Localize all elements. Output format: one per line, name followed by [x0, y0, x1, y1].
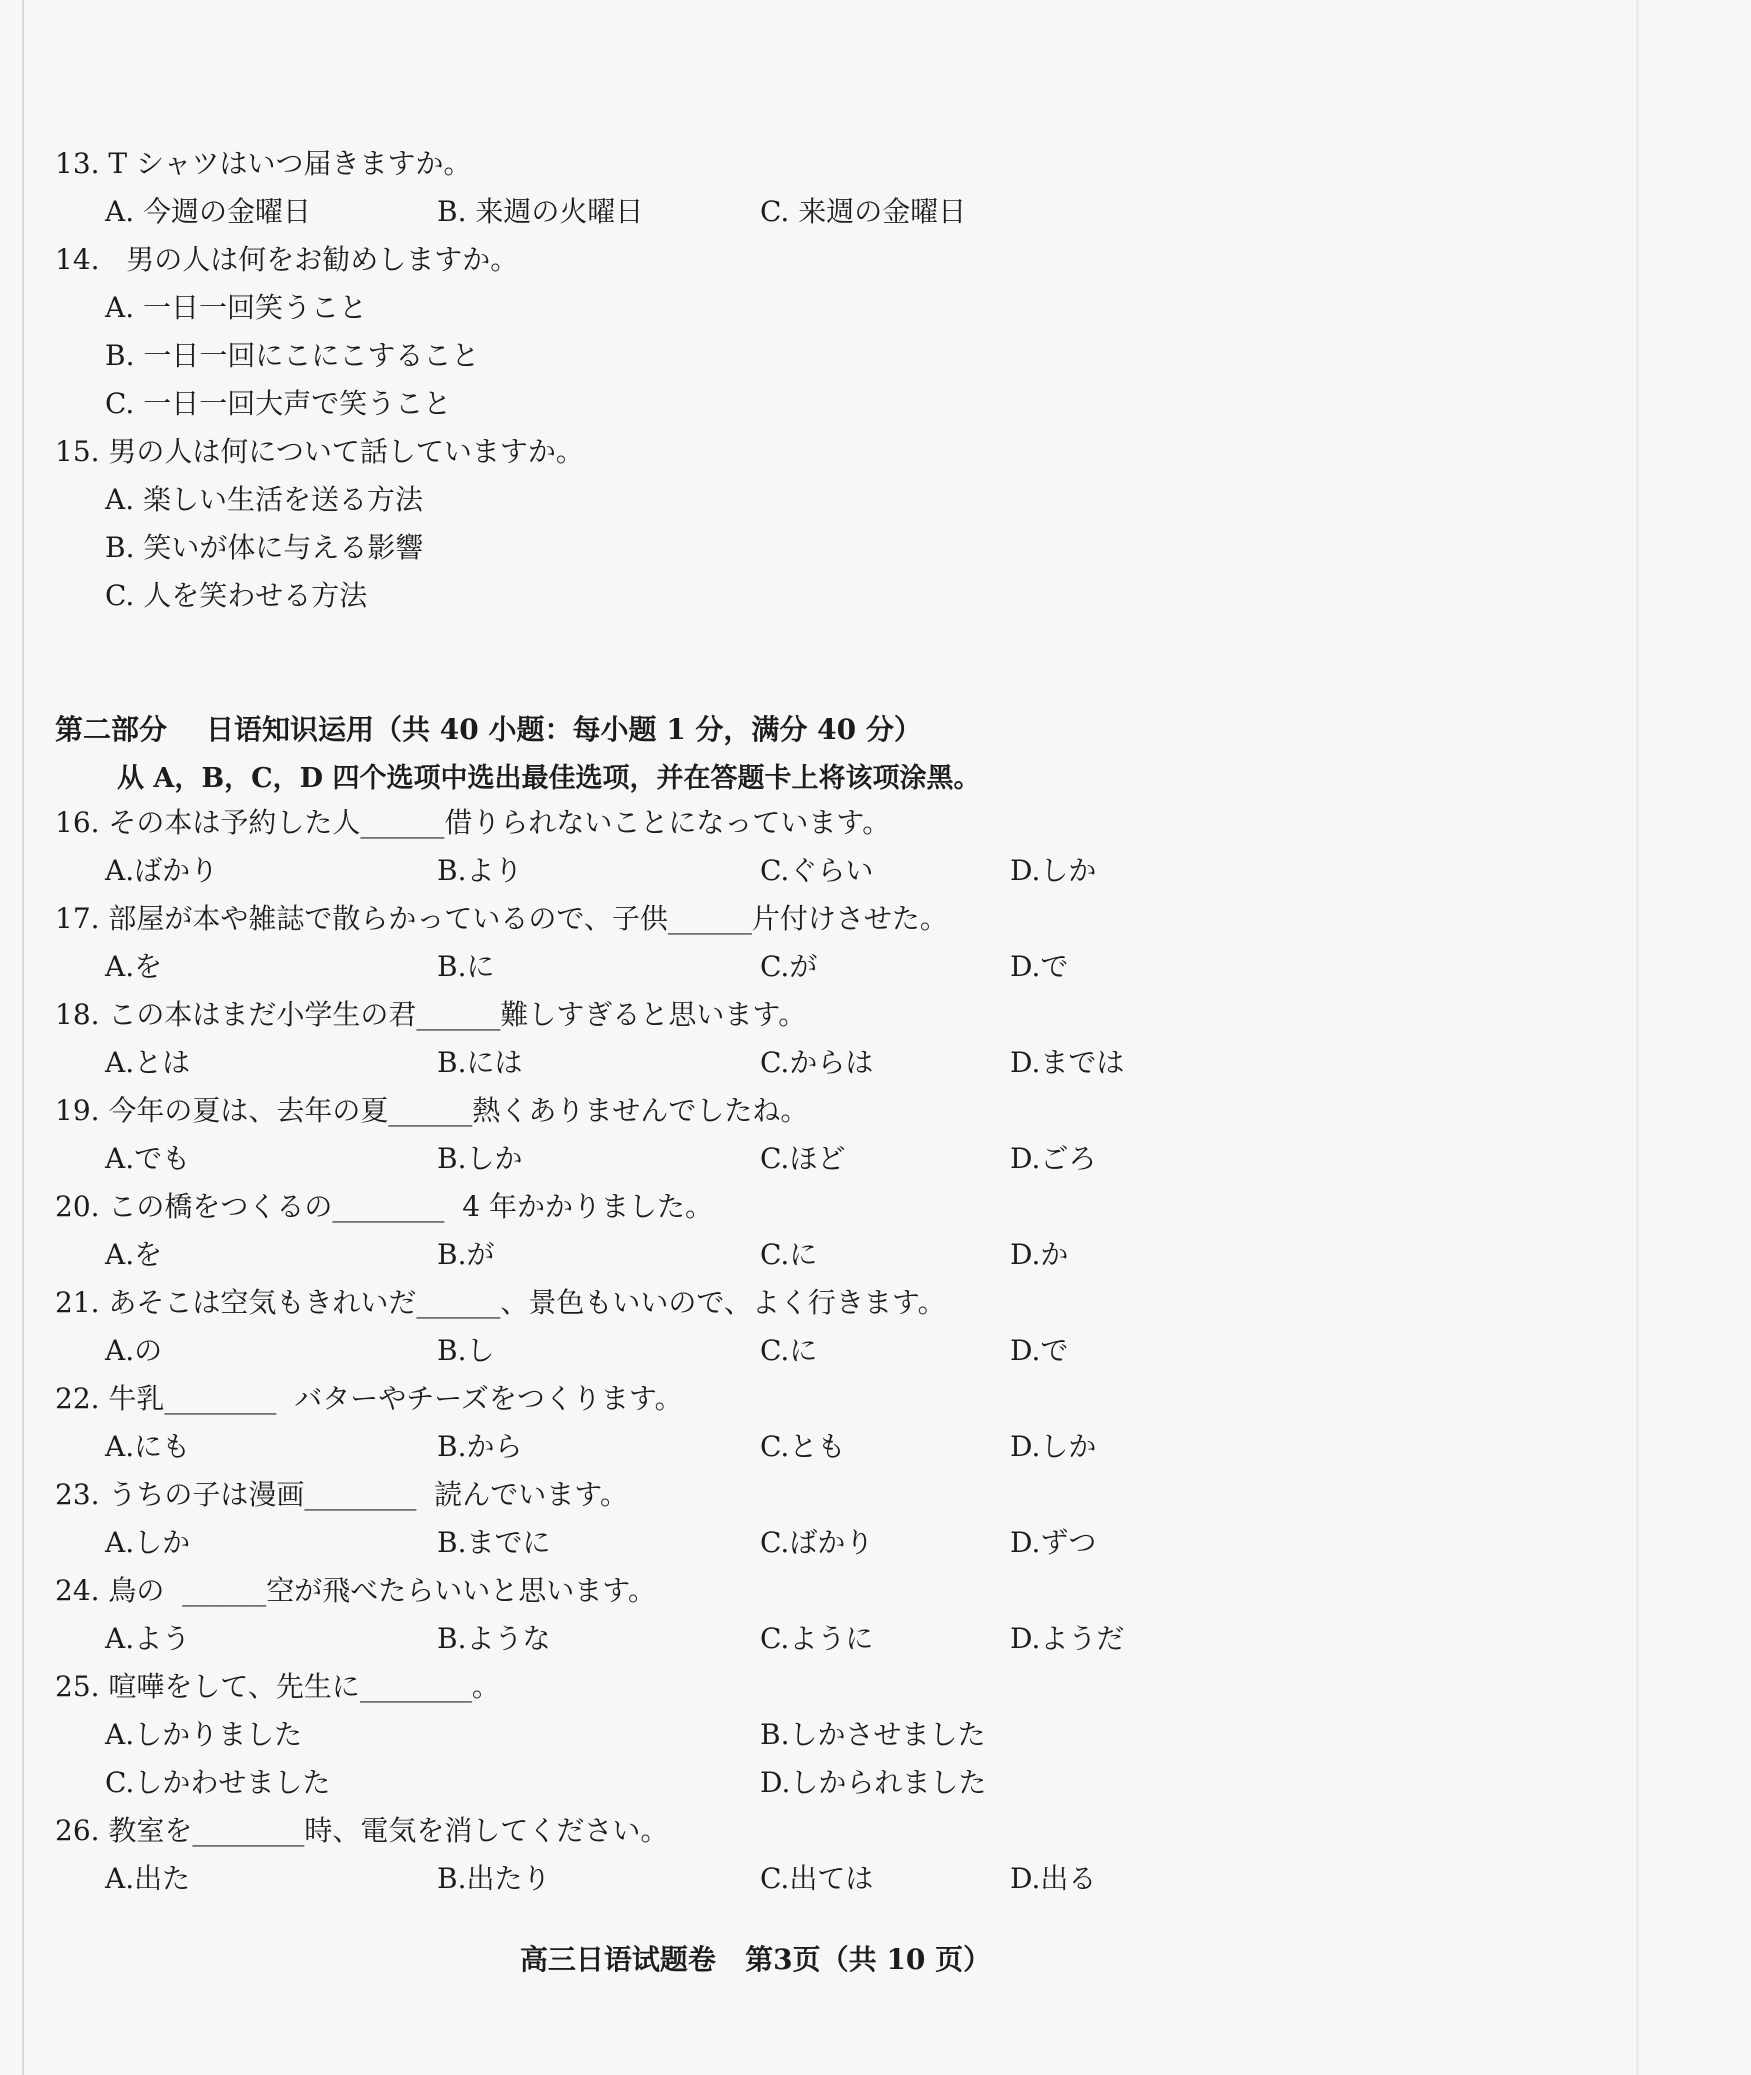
option-19a: A.でも	[105, 1142, 191, 1175]
option-20a: A.を	[105, 1238, 163, 1271]
option-26b: B.出たり	[437, 1862, 551, 1895]
scan-edge	[1636, 0, 1639, 2075]
section-title: 第二部分 日语知识运用（共 40 小题：每小题 1 分，满分 40 分）	[55, 713, 922, 746]
question-23: 23. うちの子は漫画________ 読んでいます。	[55, 1478, 628, 1511]
question-22: 22. 牛乳________ バターやチーズをつくります。	[55, 1382, 683, 1415]
question-21: 21. あそこは空気もきれいだ______、景色もいいので、よく行きます。	[55, 1286, 946, 1319]
option-19b: B.しか	[437, 1142, 523, 1175]
question-13: 13. T シャツはいつ届きますか。	[55, 147, 472, 180]
section-instruction: 从 A，B，C，D 四个选项中选出最佳选项，并在答题卡上将该项涂黑。	[117, 763, 981, 794]
option-17c: C.が	[760, 950, 818, 983]
option-22c: C.とも	[760, 1430, 846, 1463]
option-18d: D.までは	[1010, 1046, 1125, 1079]
option-24c: C.ように	[760, 1622, 874, 1655]
option-17d: D.で	[1010, 950, 1069, 983]
option-21c: C.に	[760, 1334, 818, 1367]
option-23c: C.ばかり	[760, 1526, 874, 1559]
option-22a: A.にも	[105, 1430, 191, 1463]
option-16c: C.ぐらい	[760, 854, 874, 887]
question-18: 18. この本はまだ小学生の君______難しすぎると思います。	[55, 998, 807, 1031]
option-15a: A. 楽しい生活を送る方法	[105, 483, 424, 516]
option-20d: D.か	[1010, 1238, 1069, 1271]
option-13a: A. 今週の金曜日	[105, 195, 312, 228]
question-16: 16. その本は予約した人______借りられないことになっています。	[55, 806, 891, 839]
option-24d: D.ようだ	[1010, 1622, 1125, 1655]
option-26a: A.出た	[105, 1862, 191, 1895]
question-25: 25. 喧嘩をして、先生に________。	[55, 1670, 500, 1703]
option-22b: B.から	[437, 1430, 523, 1463]
option-14c: C. 一日一回大声で笑うこと	[105, 387, 452, 420]
option-20b: B.が	[437, 1238, 495, 1271]
option-23a: A.しか	[105, 1526, 191, 1559]
option-24b: B.ような	[437, 1622, 551, 1655]
option-19c: C.ほど	[760, 1142, 846, 1175]
option-26c: C.出ては	[760, 1862, 874, 1895]
option-14b: B. 一日一回にこにこすること	[105, 339, 480, 372]
option-22d: D.しか	[1010, 1430, 1097, 1463]
question-24: 24. 鳥の ______空が飛べたらいいと思います。	[55, 1574, 656, 1607]
option-16d: D.しか	[1010, 854, 1097, 887]
question-14: 14. 男の人は何をお勧めしますか。	[55, 243, 519, 276]
option-18a: A.とは	[105, 1046, 191, 1079]
option-13b: B. 来週の火曜日	[437, 195, 644, 228]
option-18b: B.には	[437, 1046, 523, 1079]
option-20c: C.に	[760, 1238, 818, 1271]
option-16a: A.ばかり	[105, 854, 219, 887]
option-25a: A.しかりました	[105, 1718, 303, 1751]
option-19d: D.ごろ	[1010, 1142, 1097, 1175]
scan-edge	[22, 0, 24, 2075]
page-footer: 高三日语试题卷 第3页（共 10 页）	[519, 1943, 992, 1976]
option-25b: B.しかさせました	[760, 1718, 986, 1751]
option-25d: D.しかられました	[760, 1766, 987, 1799]
option-13c: C. 来週の金曜日	[760, 195, 967, 228]
question-26: 26. 教室を________時、電気を消してください。	[55, 1814, 669, 1847]
option-15c: C. 人を笑わせる方法	[105, 579, 368, 612]
question-17: 17. 部屋が本や雑誌で散らかっているので、子供______片付けさせた。	[55, 902, 948, 935]
option-21d: D.で	[1010, 1334, 1069, 1367]
question-19: 19. 今年の夏は、去年の夏______熱くありませんでしたね。	[55, 1094, 809, 1127]
option-17a: A.を	[105, 950, 163, 983]
option-23b: B.までに	[437, 1526, 551, 1559]
option-17b: B.に	[437, 950, 495, 983]
question-15: 15. 男の人は何について話していますか。	[55, 435, 584, 468]
option-23d: D.ずつ	[1010, 1526, 1097, 1559]
option-24a: A.よう	[105, 1622, 191, 1655]
option-21a: A.の	[105, 1334, 163, 1367]
question-20: 20. この橋をつくるの________ 4 年かかりました。	[55, 1190, 713, 1223]
option-14a: A. 一日一回笑うこと	[105, 291, 368, 324]
option-18c: C.からは	[760, 1046, 874, 1079]
option-26d: D.出る	[1010, 1862, 1097, 1895]
option-25c: C.しかわせました	[105, 1766, 331, 1799]
option-15b: B. 笑いが体に与える影響	[105, 531, 424, 564]
option-16b: B.より	[437, 854, 523, 887]
option-21b: B.し	[437, 1334, 495, 1367]
